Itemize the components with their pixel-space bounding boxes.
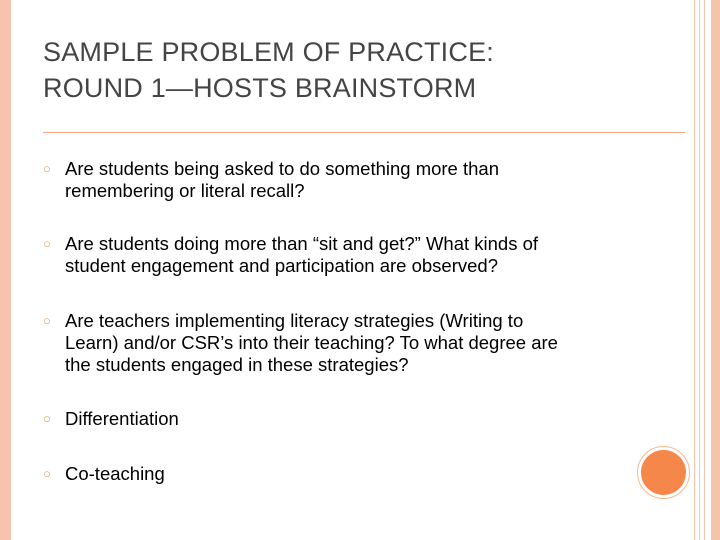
- bullet-text-line: Are teachers implementing literacy strategies (Writing to: [65, 310, 524, 331]
- left-border-band: [0, 0, 11, 540]
- bullet-text-line: Are students being asked to do something more than: [65, 158, 499, 179]
- bullet-text-line: Differentiation: [65, 408, 179, 429]
- bullet-text: [65, 408, 605, 430]
- bullet-circle-icon: ○: [43, 161, 51, 176]
- bullet-text-line: Co-teaching: [65, 463, 165, 484]
- right-border-rule: [694, 0, 695, 540]
- bullet-circle-icon: ○: [43, 466, 51, 481]
- slide-title-line: ROUND 1—HOSTS BRAINSTORM: [43, 73, 477, 103]
- bullet-text: [65, 310, 605, 376]
- bullet-circle-icon: ○: [43, 313, 51, 328]
- right-border-rule: [704, 0, 705, 540]
- bullet-text-line: the students engaged in these strategies?: [65, 354, 409, 375]
- right-border-rule: [699, 0, 700, 540]
- accent-circle: [641, 450, 686, 495]
- bullet-text-line: Learn) and/or CSR’s into their teaching? To what degree are: [65, 332, 558, 353]
- bullet-text-line: student engagement and participation are observed?: [65, 255, 498, 276]
- bullet-text: [65, 233, 605, 277]
- bullet-text: [65, 463, 605, 485]
- slide-title: [43, 34, 663, 106]
- bullet-text: [65, 158, 605, 202]
- bullet-circle-icon: ○: [43, 411, 51, 426]
- bullet-circle-icon: ○: [43, 236, 51, 251]
- slide-title-line: SAMPLE PROBLEM OF PRACTICE:: [43, 37, 494, 67]
- title-divider: [43, 132, 685, 133]
- bullet-text-line: Are students doing more than “sit and get?” What kinds of: [65, 233, 539, 254]
- right-border-band: [711, 0, 720, 540]
- bullet-text-line: remembering or literal recall?: [65, 180, 305, 201]
